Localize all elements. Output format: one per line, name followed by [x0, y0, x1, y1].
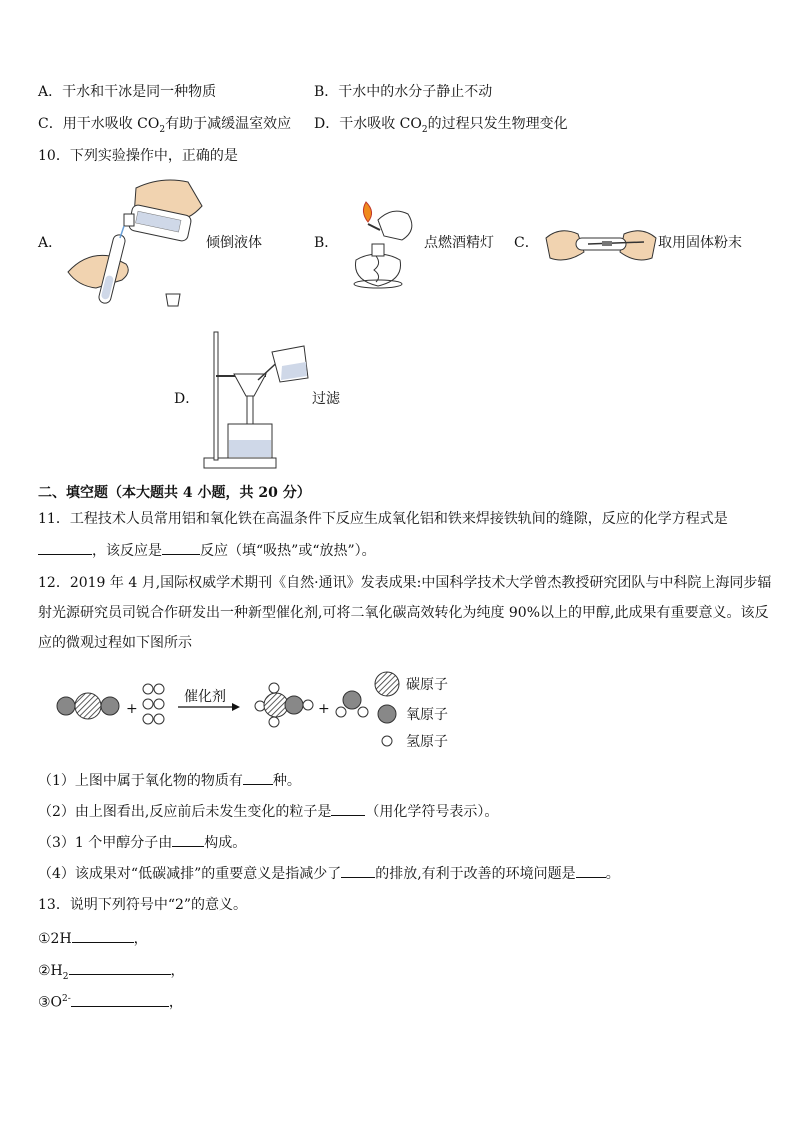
q11-line-1: 11．工程技术人员常用铝和氧化铁在高温条件下反应生成氧化铝和铁来焊接铁轨间的缝隙，反应的化学方程式是 [38, 511, 728, 527]
q9-option-a: A．干水和干冰是同一种物质 [38, 84, 217, 100]
catalyst-label: 催化剂 [184, 689, 226, 705]
q10-option-d-caption: 过滤 [312, 391, 340, 407]
q12-blank-2[interactable] [331, 801, 365, 816]
q9-option-b: B．干水中的水分子静止不动 [314, 84, 493, 100]
q11-blank-heat[interactable] [162, 540, 200, 555]
q10-option-a-label: A． [38, 235, 63, 251]
methanol-molecule [250, 680, 314, 728]
q13-item-1: ①2H ， [38, 928, 148, 948]
reaction-arrow-icon [176, 700, 242, 714]
q12-blank-4a[interactable] [341, 863, 375, 878]
atom-legend-icons [372, 670, 402, 752]
q12-line-2: 射光源研究员司锐合作研发出一种新型催化剂,可将二氧化碳高效转化为纯度 90%以上的甲醇,此成果有重要意义。该反 [38, 605, 769, 621]
q10-option-c-label: C． [514, 235, 539, 251]
q10-option-a-caption: 倾倒液体 [206, 235, 262, 251]
q12-sub-3: （3）1 个甲醇分子由 构成。 [38, 832, 246, 852]
taking-solid-powder-figure [544, 222, 658, 268]
hydrogen-atom-icon [382, 736, 392, 746]
q10-option-b-label: B． [314, 235, 339, 251]
lighting-alcohol-lamp-figure [338, 200, 422, 290]
q12-blank-4b[interactable] [576, 863, 606, 878]
section-title: 二、填空题（本大题共 4 小题，共 20 分） [38, 485, 311, 501]
q10-option-d-label: D． [174, 391, 200, 407]
q12-sub-1: （1）上图中属于氧化物的物质有 种。 [38, 770, 301, 790]
q13-blank-2[interactable] [69, 960, 171, 975]
legend-carbon: 碳原子 [406, 677, 448, 693]
water-molecule [334, 688, 372, 722]
reaction-plus-1: + [126, 701, 138, 717]
carbon-atom-icon [375, 672, 399, 696]
legend-oxygen: 氧原子 [406, 707, 448, 723]
q13-stem: 13．说明下列符号中“2”的意义。 [38, 897, 248, 913]
q13-item-3: $③O^{2-}$ ， [38, 990, 183, 1012]
co2-molecule [57, 693, 119, 719]
q9-option-d: D．干水吸收 $CO_2$的过程只发生物理变化 [314, 116, 568, 135]
q12-sub-4: （4）该成果对“低碳减排”的重要意义是指减少了 的排放,有利于改善的环境问题是 。 [38, 863, 620, 883]
oxygen-atom-icon [378, 705, 396, 723]
h2-molecules [140, 682, 170, 728]
q13-blank-1[interactable] [72, 928, 134, 943]
q11-blank-equation[interactable] [38, 540, 92, 555]
q12-sub-2: （2）由上图看出,反应前后未发生变化的粒子是 （用化学符号表示）。 [38, 801, 498, 821]
q10-option-c-caption: 取用固体粉末 [658, 235, 742, 251]
q9-option-c: C．用干水吸收 $CO_2$有助于减缓温室效应 [38, 116, 292, 135]
q12-blank-3[interactable] [172, 832, 204, 847]
reaction-plus-2: + [318, 701, 330, 717]
q12-blank-1[interactable] [243, 770, 273, 785]
q10-stem: 10．下列实验操作中，正确的是 [38, 148, 238, 164]
q12-line-3: 应的微观过程如下图所示 [38, 635, 192, 651]
legend-hydrogen: 氢原子 [406, 734, 448, 750]
q13-item-2: $②H_2$ ， [38, 960, 185, 986]
q11-line-2: ，该反应是 反应（填“吸热”或“放热”）。 [38, 540, 376, 560]
filtration-figure [200, 330, 310, 472]
pouring-liquid-figure [66, 176, 206, 310]
q13-blank-3[interactable] [71, 992, 169, 1007]
q10-option-b-caption: 点燃酒精灯 [424, 235, 494, 251]
q12-line-1: 12．2019 年 4 月,国际权威学术期刊《自然·通讯》发表成果:中国科学技术大学曾杰教授研究团队与中科院上海同步辐 [38, 575, 772, 591]
